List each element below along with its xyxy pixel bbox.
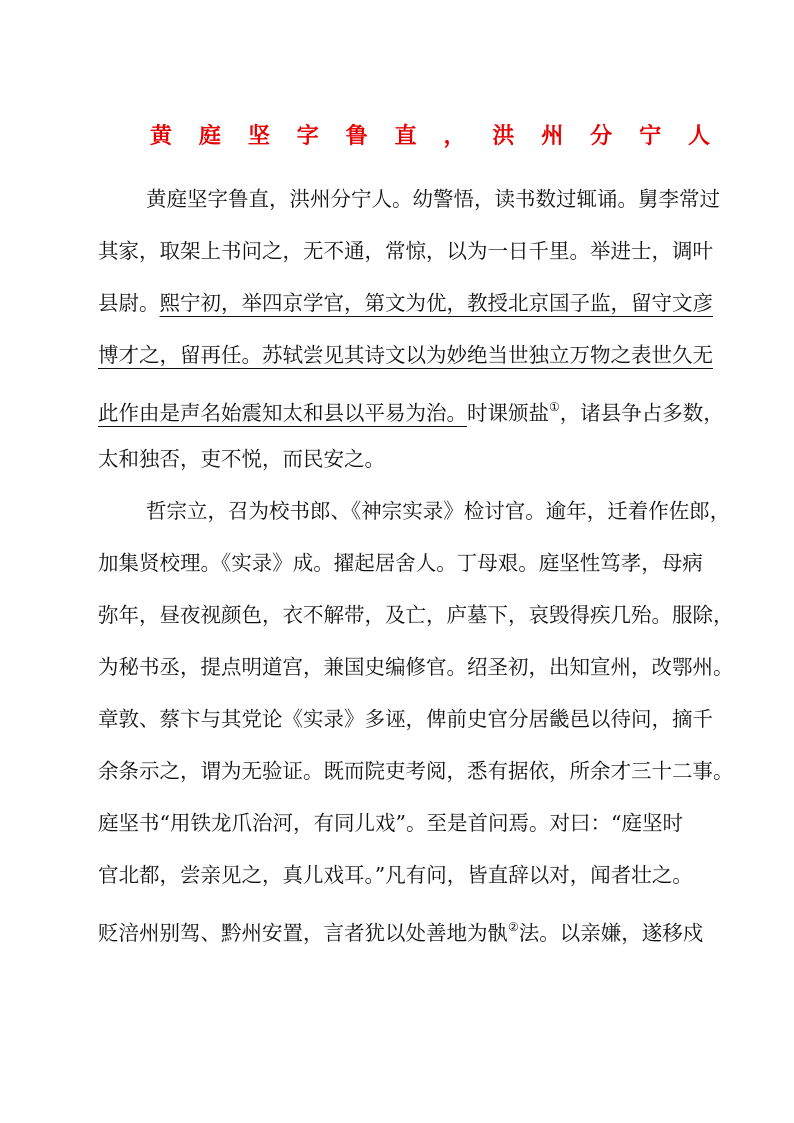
plain-text: 时课颁盐 — [467, 401, 549, 425]
paragraph-1-line-5 — [98, 389, 724, 425]
title-char: 字 — [296, 123, 319, 149]
plain-text: 贬涪州别驾、黔州安置，言者犹以处善地为骫 — [98, 921, 508, 945]
footnote-marker: ① — [549, 400, 560, 414]
plain-text: 县尉。 — [98, 291, 160, 315]
paragraph-2-line-8: 官北都，尝亲见之，真儿戏耳。”凡有问，皆直辞以对，闻者壮之。 — [98, 863, 693, 887]
paragraph-2-line-7: 庭坚书“用铁龙爪治河，有同儿戏”。至是首问焉。对曰：“庭坚时 — [98, 811, 683, 835]
title-char: 宁 — [639, 123, 662, 149]
footnote-marker: ② — [508, 920, 519, 934]
paragraph-2-line-5: 章敦、蔡卞与其党论《实录》多诬，俾前史官分居畿邑以待问，摘千 — [98, 707, 713, 731]
title-char: 坚 — [247, 123, 270, 149]
paragraph-2-line-6: 余条示之，谓为无验证。既而院吏考阅，悉有据依，所余才三十二事。 — [98, 759, 734, 783]
paragraph-1-line-4 — [98, 337, 713, 373]
paragraph-1-line-2: 其家，取架上书问之，无不通，常惊，以为一日千里。举进士，调叶 — [98, 239, 713, 263]
plain-text: ，诸县争占多数， — [559, 401, 724, 425]
title-char: 直 — [394, 123, 417, 149]
title-char: 鲁 — [345, 123, 368, 149]
title-char: 州 — [541, 123, 564, 149]
paragraph-2-line-3: 弥年，昼夜视颜色，衣不解带，及亡，庐墓下，哀毁得疾几殆。服除， — [98, 603, 734, 627]
underlined-text: 苏轼尝见其诗文以为妙绝当世独立万物之表世久无 — [262, 343, 713, 367]
title-char: 黄 — [150, 123, 173, 149]
underlined-text: 博才之，留再任。 — [98, 343, 262, 367]
paragraph-2-line-4: 为秘书丞，提点明道宫，兼国史编修官。绍圣初，出知宣州，改鄂州。 — [98, 655, 734, 679]
paragraph-1-line-6: 太和独否，吏不悦，而民安之。 — [98, 447, 385, 471]
title-char: 洪 — [492, 123, 515, 149]
paragraph-1-line-1: 黄庭坚字鲁直，洪州分宁人。幼警悟，读书数过辄诵。舅李常过 — [146, 187, 720, 211]
underlined-text: 熙宁初，举四京学官，第文为优，教授北京国子监，留守文彦 — [159, 291, 713, 315]
document-title — [150, 116, 710, 156]
paragraph-2-line-2: 加集贤校理。《实录》成。擢起居舍人。丁母艰。庭坚性笃孝，母病 — [98, 551, 703, 575]
underlined-text: 此作由是声名始震知太和县以平易为治。 — [98, 401, 467, 425]
title-char: 人 — [687, 123, 710, 149]
plain-text: 法。以亲嫌，遂移戍 — [518, 921, 704, 945]
paragraph-2-line-1: 哲宗立，召为校书郎、《神宗实录》检讨官。逾年，迁着作佐郎， — [146, 499, 731, 523]
title-char: ， — [443, 123, 466, 149]
title-char: 庭 — [198, 123, 221, 149]
paragraph-1-line-3 — [98, 285, 713, 321]
title-char: 分 — [590, 123, 613, 149]
paragraph-2-line-9 — [98, 909, 703, 945]
